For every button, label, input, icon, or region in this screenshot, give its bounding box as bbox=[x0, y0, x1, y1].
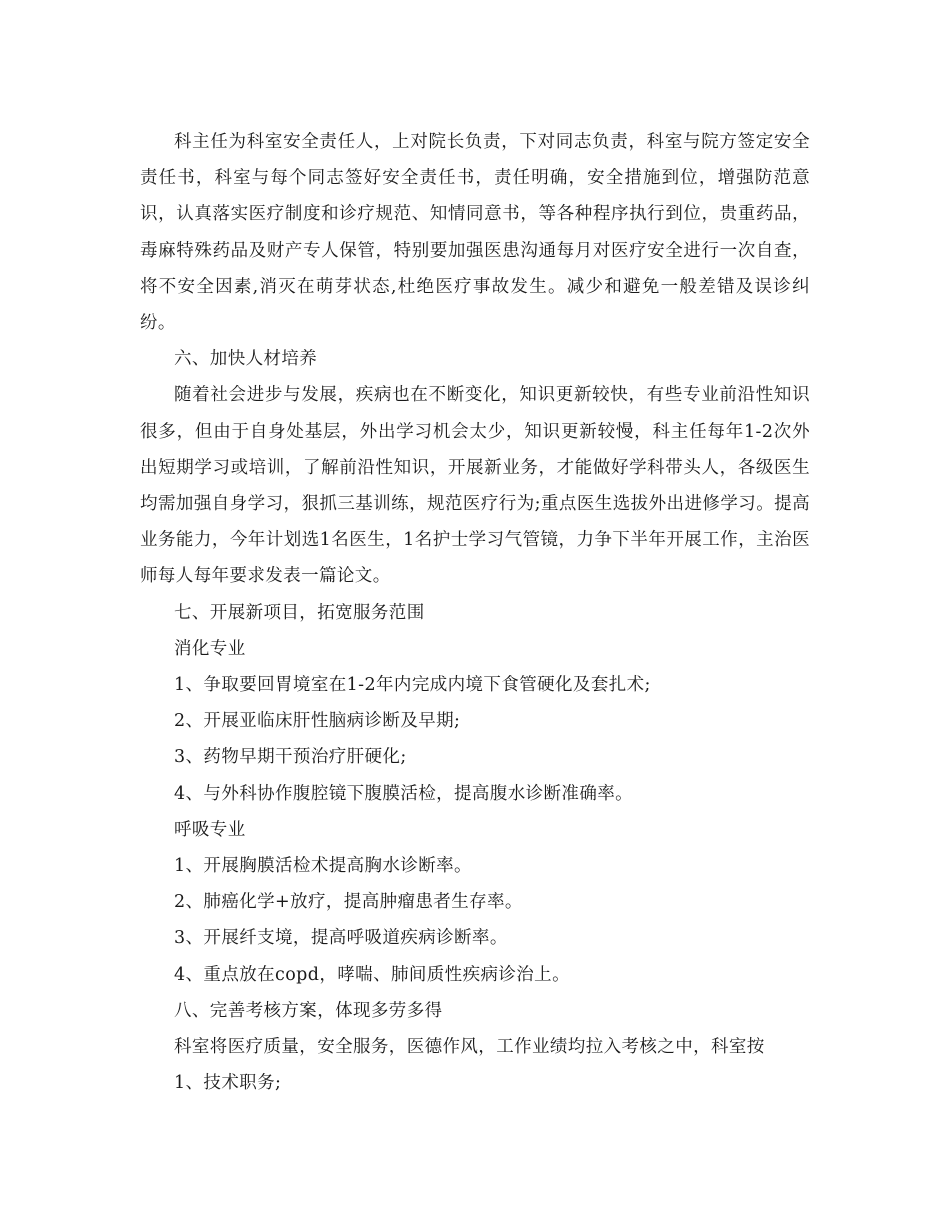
document-page bbox=[140, 124, 810, 1101]
section-heading-8: 八、完善考核方案，体现多劳多得 bbox=[174, 1000, 443, 1021]
digestive-item-4: 4、与外科协作腹腔镜下腹膜活检，提高腹水诊断准确率。 bbox=[174, 783, 634, 804]
respiratory-subheading: 呼吸专业 bbox=[174, 819, 246, 840]
digestive-subheading: 消化专业 bbox=[174, 638, 246, 659]
talent-paragraph: 随着社会进步与发展，疾病也在不断变化，知识更新较快，有些专业前沿性知识很多，但由于自身处基层，外出学习机会太少，知识更新较慢，科主任每年1-2次外出短期学习或培训，了解前沿性知识，开展新业务，才能做好学科带头人，各级医生均需加强自身学习，狠抓三基训练，规范医疗行为;重点医生选拔外出进修学习。提高业务能力，今年计划选1名医生，1名护士学习气管镜，力争下半年开展工作，主治医师每人每年要求发表一篇论文。 bbox=[140, 385, 810, 587]
respiratory-item-2: 2、肺癌化学+放疗，提高肿瘤患者生存率。 bbox=[174, 892, 523, 913]
assessment-paragraph: 科室将医疗质量，安全服务，医德作风，工作业绩均拉入考核之中，科室按 bbox=[174, 1037, 765, 1058]
digestive-item-1: 1、争取要回胃境室在1-2年内完成内境下食管硬化及套扎术; bbox=[174, 675, 651, 696]
respiratory-item-1: 1、开展胸膜活检术提高胸水诊断率。 bbox=[174, 856, 472, 877]
assessment-item-1: 1、技术职务; bbox=[174, 1073, 282, 1094]
respiratory-item-3: 3、开展纤支境，提高呼吸道疾病诊断率。 bbox=[174, 928, 508, 949]
section-heading-6: 六、加快人材培养 bbox=[174, 349, 318, 370]
respiratory-item-4: 4、重点放在copd，哮喘、肺间质性疾病诊治上。 bbox=[174, 964, 570, 985]
digestive-item-2: 2、开展亚临床肝性脑病诊断及早期; bbox=[174, 711, 461, 732]
safety-paragraph: 科主任为科室安全责任人，上对院长负责，下对同志负责，科室与院方签定安全责任书，科室与每个同志签好安全责任书，责任明确，安全措施到位，增强防范意识，认真落实医疗制度和诊疗规范、知情同意书，等各种程序执行到位，贵重药品，毒麻特殊药品及财产专人保管，特别要加强医患沟通每月对医疗安全进行一次自查，将不安全因素,消灭在萌芽状态,杜绝医疗事故发生。减少和避免一般差错及误诊纠纷。 bbox=[140, 132, 810, 334]
section-heading-7: 七、开展新项目，拓宽服务范围 bbox=[174, 602, 425, 623]
digestive-item-3: 3、药物早期干预治疗肝硬化; bbox=[174, 747, 407, 768]
